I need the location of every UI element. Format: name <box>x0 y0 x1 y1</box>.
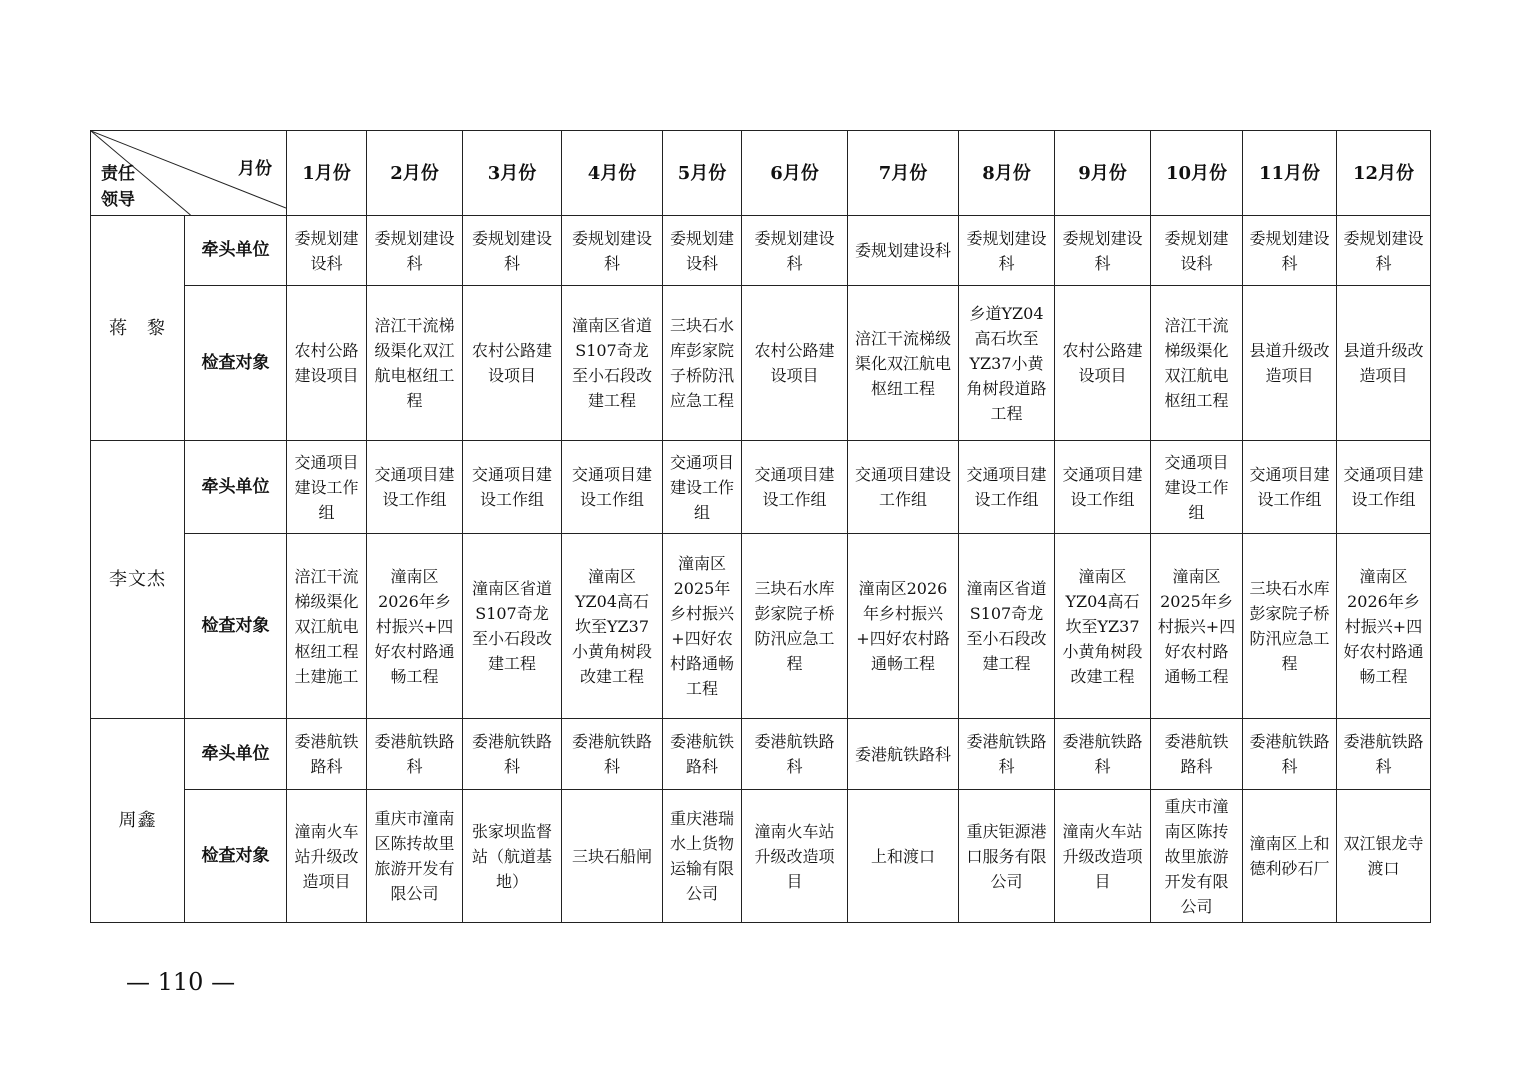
lead-unit-cell: 交通项目建设工作组 <box>1337 441 1431 534</box>
lead-unit-cell: 委港航铁路科 <box>463 719 562 790</box>
month-header-cell: 1月份 <box>287 131 367 216</box>
inspection-target-cell: 潼南火车站升级改造项目 <box>742 790 848 923</box>
inspection-target-cell: 涪江干流梯级渠化双江航电枢纽工程土建施工 <box>287 534 367 719</box>
inspection-target-cell: 潼南区2025年乡村振兴+四好农村路通畅工程 <box>1151 534 1243 719</box>
lead-unit-cell: 交通项目建设工作组 <box>848 441 959 534</box>
lead-unit-cell: 委港航铁路科 <box>742 719 848 790</box>
inspection-target-cell: 潼南区上和德利砂石厂 <box>1243 790 1337 923</box>
corner-header-cell <box>91 131 287 216</box>
inspection-target-cell: 涪江干流梯级渠化双江航电枢纽工程 <box>1151 286 1243 441</box>
inspection-target-cell: 乡道YZ04高石坎至YZ37小黄角树段道路工程 <box>959 286 1055 441</box>
inspection-target-cell: 张家坝监督站（航道基地） <box>463 790 562 923</box>
inspection-target-cell: 涪江干流梯级渠化双江航电枢纽工程 <box>848 286 959 441</box>
lead-unit-cell: 交通项目建设工作组 <box>1055 441 1151 534</box>
inspection-target-cell: 涪江干流梯级渠化双江航电枢纽工程 <box>367 286 463 441</box>
inspection-target-cell: 县道升级改造项目 <box>1243 286 1337 441</box>
lead-unit-cell: 交通项目建设工作组 <box>959 441 1055 534</box>
inspection-target-cell: 重庆钜源港口服务有限公司 <box>959 790 1055 923</box>
inspection-target-cell: 潼南区2026年乡村振兴+四好农村路通畅工程 <box>367 534 463 719</box>
lead-unit-cell: 交通项目建设工作组 <box>287 441 367 534</box>
month-header-cell: 3月份 <box>463 131 562 216</box>
month-header-cell: 10月份 <box>1151 131 1243 216</box>
month-header-cell: 9月份 <box>1055 131 1151 216</box>
lead-unit-cell: 委规划建设科 <box>663 216 742 286</box>
lead-unit-cell: 交通项目建设工作组 <box>663 441 742 534</box>
inspection-target-row <box>91 790 1431 923</box>
inspection-target-cell: 农村公路建设项目 <box>742 286 848 441</box>
month-header-cell: 4月份 <box>562 131 663 216</box>
inspection-target-cell: 三块石船闸 <box>562 790 663 923</box>
inspection-target-cell: 农村公路建设项目 <box>287 286 367 441</box>
lead-unit-cell: 交通项目建设工作组 <box>562 441 663 534</box>
inspection-target-row <box>91 534 1431 719</box>
inspection-target-cell: 农村公路建设项目 <box>463 286 562 441</box>
inspection-target-cell: 三块石水库彭家院子桥防汛应急工程 <box>663 286 742 441</box>
lead-unit-cell: 委港航铁路科 <box>287 719 367 790</box>
month-header-cell: 2月份 <box>367 131 463 216</box>
lead-unit-cell: 委港航铁路科 <box>663 719 742 790</box>
lead-unit-row <box>91 441 1431 534</box>
month-header-cell: 8月份 <box>959 131 1055 216</box>
corner-leader-label: 责任领导 <box>101 164 135 210</box>
lead-unit-cell: 委港航铁路科 <box>562 719 663 790</box>
inspection-target-cell: 三块石水库彭家院子桥防汛应急工程 <box>1243 534 1337 719</box>
lead-unit-label-cell: 牵头单位 <box>185 441 287 534</box>
inspection-target-cell: 潼南火车站升级改造项目 <box>1055 790 1151 923</box>
inspection-target-cell: 潼南区YZ04高石坎至YZ37小黄角树段改建工程 <box>1055 534 1151 719</box>
table-body <box>91 131 1431 923</box>
lead-unit-cell: 委规划建设科 <box>1337 216 1431 286</box>
month-header-cell: 5月份 <box>663 131 742 216</box>
lead-unit-row <box>91 719 1431 790</box>
inspection-target-label-cell: 检查对象 <box>185 534 287 719</box>
lead-unit-cell: 委港航铁路科 <box>367 719 463 790</box>
inspection-target-cell: 潼南区2025年乡村振兴+四好农村路通畅工程 <box>663 534 742 719</box>
lead-unit-label-cell: 牵头单位 <box>185 719 287 790</box>
lead-unit-cell: 委港航铁路科 <box>1055 719 1151 790</box>
lead-unit-cell: 委规划建设科 <box>959 216 1055 286</box>
inspection-target-cell: 潼南区YZ04高石坎至YZ37小黄角树段改建工程 <box>562 534 663 719</box>
inspection-target-cell: 潼南区2026年乡村振兴+四好农村路通畅工程 <box>848 534 959 719</box>
inspection-target-cell: 农村公路建设项目 <box>1055 286 1151 441</box>
inspection-schedule-table <box>90 130 1431 923</box>
inspection-target-label-cell: 检查对象 <box>185 286 287 441</box>
inspection-target-cell: 潼南区省道S107奇龙至小石段改建工程 <box>463 534 562 719</box>
corner-month-label: 月份 <box>238 159 272 179</box>
lead-unit-cell: 委规划建设科 <box>287 216 367 286</box>
lead-unit-cell: 委港航铁路科 <box>959 719 1055 790</box>
lead-unit-label-cell: 牵头单位 <box>185 216 287 286</box>
lead-unit-cell: 交通项目建设工作组 <box>742 441 848 534</box>
lead-unit-cell: 委规划建设科 <box>463 216 562 286</box>
lead-unit-cell: 委港航铁路科 <box>1243 719 1337 790</box>
inspection-target-cell: 上和渡口 <box>848 790 959 923</box>
month-header-cell: 7月份 <box>848 131 959 216</box>
leader-name-cell: 蒋 黎 <box>91 216 185 441</box>
lead-unit-cell: 委港航铁路科 <box>1337 719 1431 790</box>
lead-unit-cell: 委规划建设科 <box>1243 216 1337 286</box>
inspection-target-cell: 潼南区省道S107奇龙至小石段改建工程 <box>562 286 663 441</box>
inspection-target-cell: 三块石水库彭家院子桥防汛应急工程 <box>742 534 848 719</box>
inspection-target-cell: 重庆港瑞水上货物运输有限公司 <box>663 790 742 923</box>
inspection-target-cell: 潼南区省道S107奇龙至小石段改建工程 <box>959 534 1055 719</box>
inspection-target-cell: 潼南火车站升级改造项目 <box>287 790 367 923</box>
month-header-cell: 12月份 <box>1337 131 1431 216</box>
lead-unit-cell: 交通项目建设工作组 <box>367 441 463 534</box>
month-header-cell: 11月份 <box>1243 131 1337 216</box>
lead-unit-cell: 交通项目建设工作组 <box>463 441 562 534</box>
leader-name-cell: 李文杰 <box>91 441 185 719</box>
lead-unit-cell: 委规划建设科 <box>562 216 663 286</box>
lead-unit-cell: 委规划建设科 <box>367 216 463 286</box>
lead-unit-cell: 委规划建设科 <box>742 216 848 286</box>
lead-unit-cell: 委规划建设科 <box>1151 216 1243 286</box>
inspection-target-label-cell: 检查对象 <box>185 790 287 923</box>
lead-unit-cell: 委规划建设科 <box>1055 216 1151 286</box>
lead-unit-cell: 交通项目建设工作组 <box>1151 441 1243 534</box>
inspection-target-row <box>91 286 1431 441</box>
inspection-target-cell: 双江银龙寺渡口 <box>1337 790 1431 923</box>
leader-name-cell: 周鑫 <box>91 719 185 923</box>
month-header-cell: 6月份 <box>742 131 848 216</box>
lead-unit-cell: 委港航铁路科 <box>1151 719 1243 790</box>
header-row <box>91 131 1431 216</box>
lead-unit-cell: 交通项目建设工作组 <box>1243 441 1337 534</box>
lead-unit-cell: 委规划建设科 <box>848 216 959 286</box>
inspection-target-cell: 重庆市潼南区陈抟故里旅游开发有限公司 <box>1151 790 1243 923</box>
inspection-target-cell: 县道升级改造项目 <box>1337 286 1431 441</box>
lead-unit-cell: 委港航铁路科 <box>848 719 959 790</box>
lead-unit-row <box>91 216 1431 286</box>
page-number: — 110 — <box>126 968 236 996</box>
inspection-target-cell: 重庆市潼南区陈抟故里旅游开发有限公司 <box>367 790 463 923</box>
inspection-target-cell: 潼南区2026年乡村振兴+四好农村路通畅工程 <box>1337 534 1431 719</box>
